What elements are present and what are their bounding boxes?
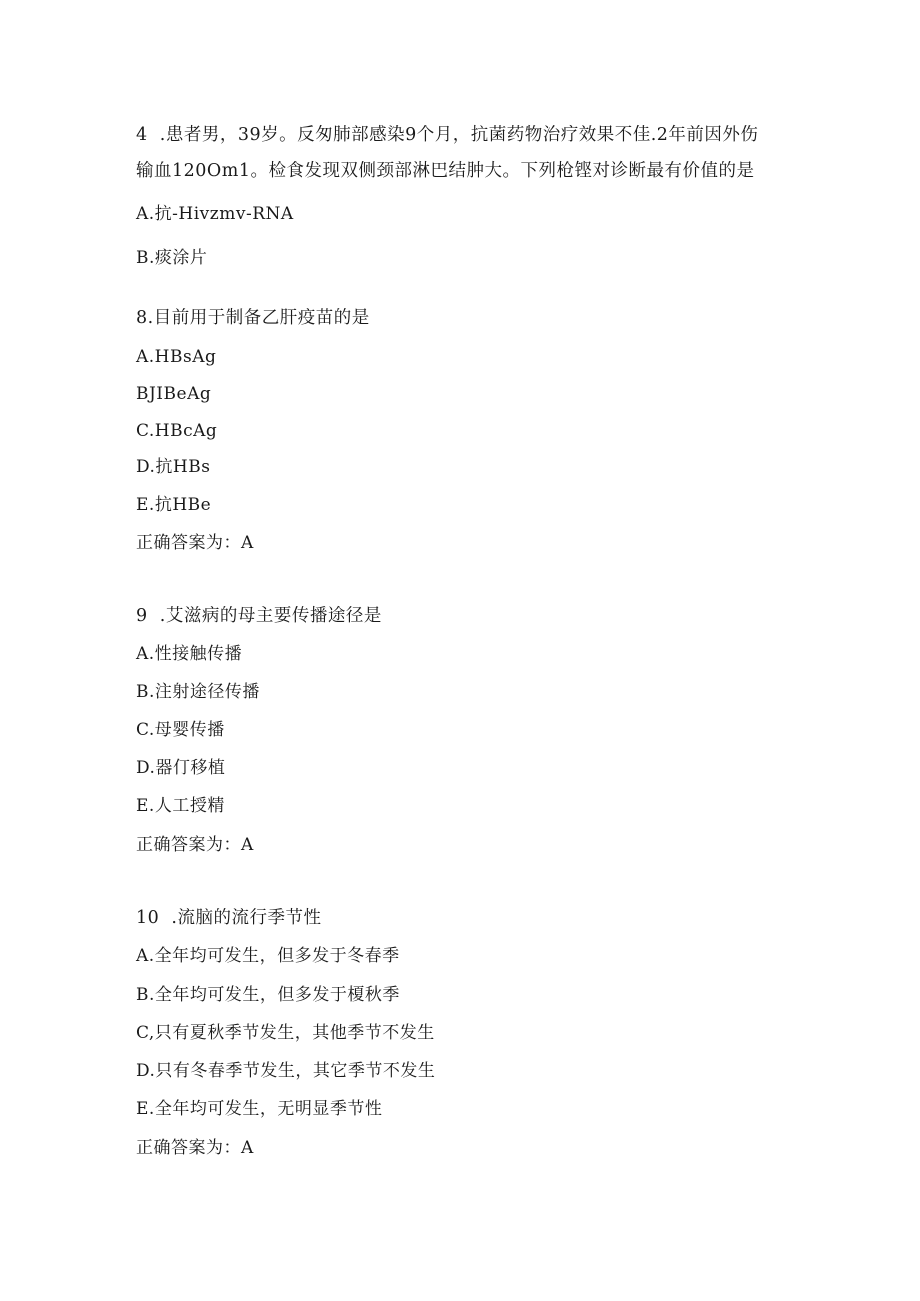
question-10-answer: 正确答案为：A xyxy=(136,1138,254,1158)
question-8-option-a: A.HBsAg xyxy=(136,347,217,367)
question-9-option-b: B.注射途径传播 xyxy=(136,682,260,702)
question-4-stem-line-2: 输血120Om1。检食发现双侧颈部淋巴结肿大。下列枪铿对诊断最有价值的是 xyxy=(136,161,755,181)
question-8-option-c: C.HBcAg xyxy=(136,421,218,441)
question-9-answer: 正确答案为：A xyxy=(136,835,254,855)
question-8-stem: 8.目前用于制备乙肝疫苗的是 xyxy=(136,308,370,328)
question-10-stem: 10 .流脑的流行季节性 xyxy=(136,908,322,928)
question-8-option-d: D.抗HBs xyxy=(136,457,211,477)
question-8-option-b: BJIBeAg xyxy=(136,384,212,404)
question-9-option-e: E.人工授精 xyxy=(136,796,225,816)
question-4-option-b: B.痰涂片 xyxy=(136,248,208,268)
question-10-option-a: A.全年均可发生，但多发于冬春季 xyxy=(136,946,400,966)
question-10-option-d: D.只有冬春季节发生，其它季节不发生 xyxy=(136,1061,436,1081)
question-10-option-b: B.全年均可发生，但多发于榎秋季 xyxy=(136,985,400,1005)
question-8-option-e: E.抗HBe xyxy=(136,495,212,515)
question-9-stem: 9 .艾滋病的母主要传播途径是 xyxy=(136,606,382,626)
question-9-option-d: D.器仃移植 xyxy=(136,758,226,778)
question-4-option-a: A.抗-Hivzmv-RNA xyxy=(136,204,294,224)
question-9-option-c: C.母婴传播 xyxy=(136,720,225,740)
question-10-option-c: C,只有夏秋季节发生，其他季节不发生 xyxy=(136,1023,435,1043)
question-4-stem-line-1: 4 .患者男，39岁。反匆肺部感染9个月，抗菌药物治疗效果不佳.2年前因外伤 xyxy=(136,125,759,145)
question-8-answer: 正确答案为：A xyxy=(136,533,254,553)
question-10-option-e: E.全年均可发生，无明显季节性 xyxy=(136,1099,383,1119)
question-9-option-a: A.性接触传播 xyxy=(136,644,243,664)
